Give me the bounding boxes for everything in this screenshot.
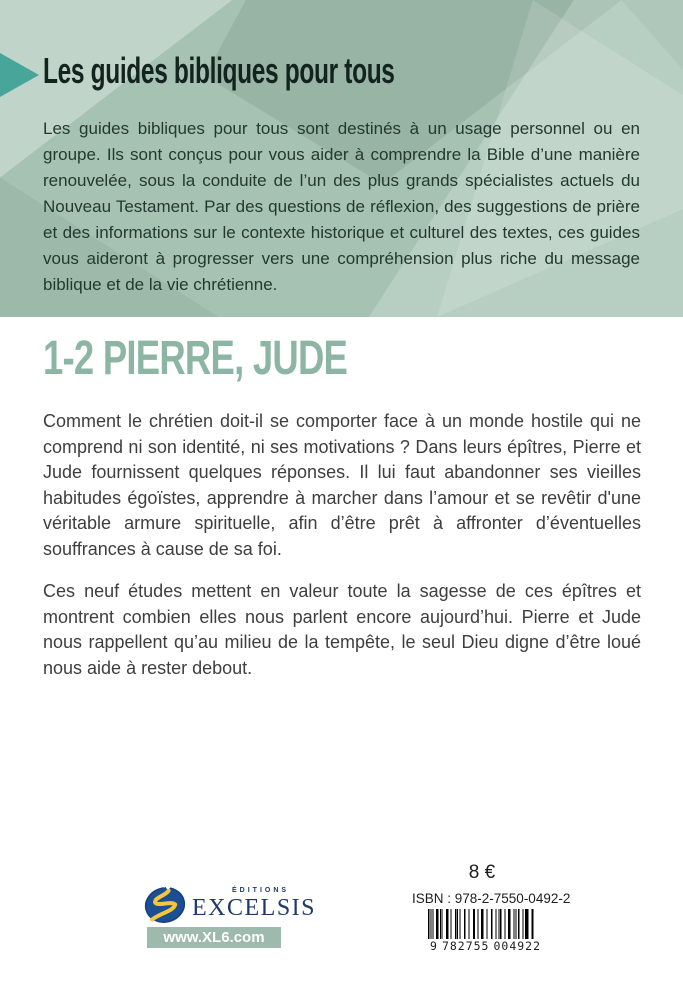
ean-barcode	[428, 909, 542, 953]
commerce-block	[412, 862, 571, 953]
isbn-number: ISBN : 978-2-7550-0492-2	[412, 891, 571, 906]
series-title: Les guides bibliques pour tous	[43, 50, 395, 91]
book-description-paragraph: Comment le chrétien doit-il se comporter face à un monde hostile qui ne comprend ni son identité, ni ses motivations ? Dans leurs épîtres, Pierre et Jude fournissent quelques réponses. Il lui faut abandonner ses vieilles habitudes égoïstes, apprendre à marcher dans l’amour et se revêtir d'une véritable armure spirituelle, afin d’être prêt à affronter d’éventuelles souffrances à cause de sa foi.	[43, 411, 641, 559]
publisher-website: www.XL6.com	[147, 927, 281, 948]
book-description-paragraph: Ces neuf études mettent en valeur toute la sagesse de ces épîtres et montrent combien elles nous parlent encore aujourd’hui. Pierre et Jude nous rappellent qu’au milieu de la tempête, le seul Dieu digne d’être loué nous aide à rester debout.	[43, 581, 641, 678]
accent-arrow-icon	[0, 53, 39, 97]
publisher-editions-label: ÉDITIONS	[232, 887, 290, 894]
book-description	[43, 409, 641, 698]
excelsis-road-and-sun-logo-icon	[144, 882, 186, 924]
book-title: 1-2 PIERRE, JUDE	[43, 332, 348, 385]
barcode-digits: 9 782755 004922	[430, 939, 542, 953]
header-section	[0, 0, 683, 317]
publisher-name: EXCELSIS	[192, 895, 317, 921]
publisher-wordmark	[192, 887, 316, 922]
price: 8 €	[468, 862, 496, 883]
series-description: Les guides bibliques pour tous sont destinés à un usage personnel ou en groupe. Ils sont conçus pour vous aider à comprendre la Bible d’une manière renouvelée, sous la conduite de l’un des plus grands spécialistes actuels du Nouveau Testament. Par des questions de réflexion, des suggestions de prière et des informations sur le contexte historique et culturel des textes, ces guides vous aideront à progresser vers une compréhension plus riche du message biblique et de la vie chrétienne.	[43, 119, 640, 294]
